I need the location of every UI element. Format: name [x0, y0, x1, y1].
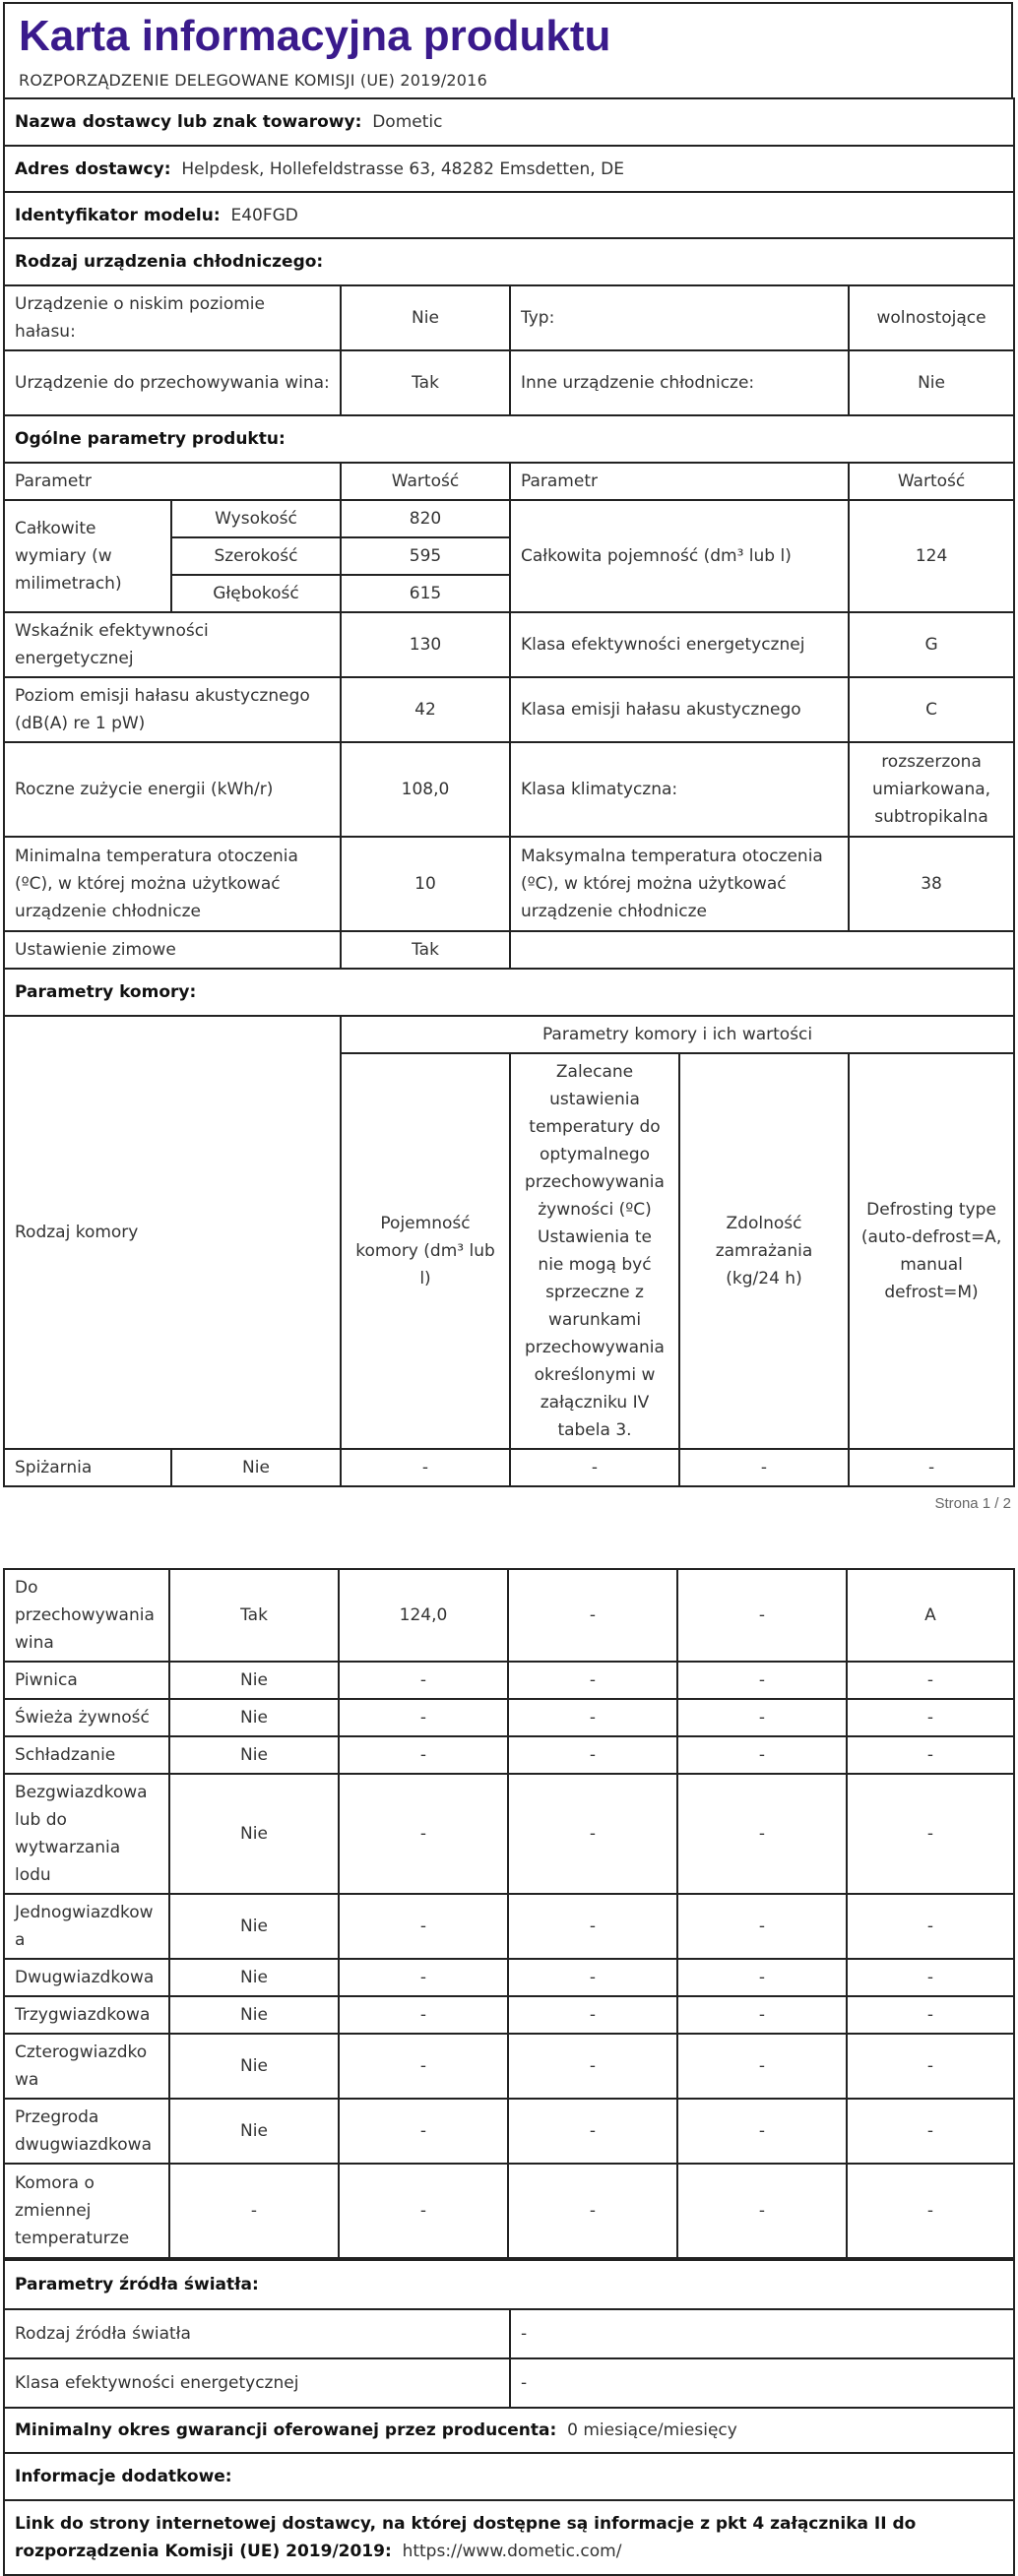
noise-row	[4, 677, 1014, 742]
compartment-temp: -	[508, 1569, 677, 1662]
compartment-row	[4, 1569, 1014, 1662]
compartment-temp: -	[508, 2034, 677, 2099]
supplier-name-row	[4, 98, 1014, 146]
noise-label: Poziom emisji hałasu akustycznego (dB(A) re 1 pW)	[4, 677, 341, 742]
volume-value: 124	[849, 500, 1014, 612]
light-class-value: -	[510, 2358, 1014, 2408]
compartment-row	[4, 1449, 1014, 1486]
compartment-defrost: -	[847, 1774, 1014, 1894]
width-value: 595	[341, 537, 510, 575]
compartment-defrost-header: Defrosting type (auto-defrost=A, manual defrost=M)	[849, 1053, 1014, 1449]
compartment-present: Nie	[169, 2099, 339, 2164]
light-source-value: -	[510, 2309, 1014, 2358]
compartment-params-header: Parametry komory i ich wartości	[341, 1016, 1014, 1053]
compartment-freeze: -	[677, 1736, 847, 1774]
compartment-present: Nie	[169, 1662, 339, 1699]
winter-row	[4, 931, 1014, 969]
value-header-right: Wartość	[849, 463, 1014, 500]
compartment-defrost: -	[847, 1699, 1014, 1736]
additional-info-title: Informacje dodatkowe:	[4, 2453, 1014, 2500]
wine-row	[4, 350, 1014, 415]
compartment-freeze-header: Zdolność zamrażania (kg/24 h)	[679, 1053, 849, 1449]
type-value: wolnostojące	[849, 285, 1014, 350]
compartment-name: Schładzanie	[4, 1736, 169, 1774]
ambient-temp-row	[4, 837, 1014, 931]
height-label: Wysokość	[171, 500, 341, 537]
product-sheet-page-1	[3, 2, 1013, 1527]
compartment-name: Świeża żywność	[4, 1699, 169, 1736]
annual-energy-row	[4, 742, 1014, 837]
warranty-row	[4, 2408, 1014, 2453]
max-temp-value: 38	[849, 837, 1014, 931]
compartment-name: Jednogwiazdkowa	[4, 1894, 169, 1959]
compartment-name: Dwugwiazdkowa	[4, 1959, 169, 1996]
compartment-volume-header: Pojemność komory (dm³ lub l)	[341, 1053, 510, 1449]
value-header: Wartość	[341, 463, 510, 500]
supplier-name-value: Dometic	[372, 112, 443, 132]
compartment-temp: -	[508, 1662, 677, 1699]
supplier-address-value: Helpdesk, Hollefeldstrasse 63, 48282 Emsdetten, DE	[181, 158, 624, 179]
light-class-row	[4, 2358, 1014, 2408]
light-source-row	[4, 2309, 1014, 2358]
noise-class-value: C	[849, 677, 1014, 742]
param-header-right: Parametr	[510, 463, 849, 500]
compartment-defrost: -	[847, 1959, 1014, 1996]
supplier-address-label: Adres dostawcy:	[15, 158, 171, 179]
compartment-name: Przegroda dwugwiazdkowa	[4, 2099, 169, 2164]
annual-energy-value: 108,0	[341, 742, 510, 837]
wine-label: Urządzenie do przechowywania wina:	[4, 350, 341, 415]
compartments-group-header-row	[4, 1016, 1014, 1053]
compartment-volume: -	[339, 1774, 508, 1894]
compartment-type-header: Rodzaj komory	[4, 1016, 341, 1449]
param-header: Parametr	[4, 463, 341, 500]
compartments-section-row	[4, 969, 1014, 1016]
compartment-temp: -	[508, 1736, 677, 1774]
compartment-freeze: -	[677, 2099, 847, 2164]
compartment-volume: -	[339, 2034, 508, 2099]
product-info-table	[3, 97, 1015, 1487]
general-section-title: Ogólne parametry produktu:	[4, 415, 1014, 463]
compartment-freeze: -	[677, 1569, 847, 1662]
light-source-label: Rodzaj źródła światła	[4, 2309, 510, 2358]
compartment-freeze: -	[677, 1894, 847, 1959]
supplier-name-label: Nazwa dostawcy lub znak towarowy:	[15, 112, 362, 132]
compartment-row	[4, 1699, 1014, 1736]
compartment-temp: -	[508, 1894, 677, 1959]
compartment-defrost: -	[847, 2099, 1014, 2164]
max-temp-label: Maksymalna temperatura otoczenia (ºC), w której można użytkować urządzenie chłodnicze	[510, 837, 849, 931]
appliance-type-section-title: Rodzaj urządzenia chłodniczego:	[4, 238, 1014, 285]
page-break	[3, 1487, 1013, 1527]
eei-value: 130	[341, 612, 510, 677]
compartment-name: Piwnica	[4, 1662, 169, 1699]
compartment-defrost: -	[847, 1662, 1014, 1699]
footer-table	[3, 2259, 1015, 2576]
height-row	[4, 500, 1014, 537]
compartment-freeze: -	[677, 1774, 847, 1894]
compartment-freeze: -	[677, 1996, 847, 2034]
compartment-volume: -	[339, 2164, 508, 2258]
depth-label: Głębokość	[171, 575, 341, 612]
compartment-present: Tak	[169, 1569, 339, 1662]
compartment-temp: -	[508, 1699, 677, 1736]
compartment-row	[4, 1959, 1014, 1996]
compartment-volume: -	[339, 1662, 508, 1699]
compartment-row	[4, 1736, 1014, 1774]
climate-class-label: Klasa klimatyczna:	[510, 742, 849, 837]
compartment-volume: -	[339, 2099, 508, 2164]
compartment-temp: -	[508, 2164, 677, 2258]
compartment-temp: -	[508, 1774, 677, 1894]
link-label: Link do strony internetowej dostawcy, na której dostępne są informacje z pkt 4 załącznika II do rozporządzenia Komisji (UE) 2019/2019:	[15, 2514, 917, 2561]
additional-info-row	[4, 2453, 1014, 2500]
climate-class-value: rozszerzona umiarkowana, subtropikalna	[849, 742, 1014, 837]
compartment-temp: -	[508, 1996, 677, 2034]
compartment-freeze: -	[677, 2164, 847, 2258]
compartment-row	[4, 2034, 1014, 2099]
energy-class-label: Klasa efektywności energetycznej	[510, 612, 849, 677]
min-temp-value: 10	[341, 837, 510, 931]
compartment-volume: -	[339, 1996, 508, 2034]
low-noise-label: Urządzenie o niskim poziomie hałasu:	[4, 285, 341, 350]
other-appliance-label: Inne urządzenie chłodnicze:	[510, 350, 849, 415]
compartment-volume: 124,0	[339, 1569, 508, 1662]
compartment-name: Do przechowywania wina	[4, 1569, 169, 1662]
compartment-temp: -	[510, 1449, 679, 1486]
compartment-name: Trzygwiazdkowa	[4, 1996, 169, 2034]
header	[3, 2, 1013, 97]
warranty-value: 0 miesiące/miesięcy	[567, 2420, 737, 2440]
compartment-volume: -	[339, 1894, 508, 1959]
compartment-name: Czterogwiazdkowa	[4, 2034, 169, 2099]
compartment-volume: -	[339, 1736, 508, 1774]
compartment-volume: -	[339, 1699, 508, 1736]
compartment-present: -	[169, 2164, 339, 2258]
min-temp-label: Minimalna temperatura otoczenia (ºC), w której można użytkować urządzenie chłodnicze	[4, 837, 341, 931]
page-title: Karta informacyjna produktu	[19, 12, 611, 60]
page-number: Strona 1 / 2	[934, 1495, 1011, 1512]
compartment-temp: -	[508, 1959, 677, 1996]
noise-class-label: Klasa emisji hałasu akustycznego	[510, 677, 849, 742]
compartment-temp: -	[508, 2099, 677, 2164]
compartment-defrost: -	[847, 1996, 1014, 2034]
energy-class-value: G	[849, 612, 1014, 677]
compartment-freeze: -	[677, 1699, 847, 1736]
compartment-defrost: -	[847, 1736, 1014, 1774]
low-noise-row	[4, 285, 1014, 350]
annual-energy-label: Roczne zużycie energii (kWh/r)	[4, 742, 341, 837]
compartment-freeze: -	[677, 1662, 847, 1699]
compartments-section-title: Parametry komory:	[4, 969, 1014, 1016]
model-row	[4, 192, 1014, 238]
winter-empty	[510, 931, 1014, 969]
warranty-label: Minimalny okres gwarancji oferowanej przez producenta:	[15, 2420, 557, 2440]
compartment-freeze: -	[677, 2034, 847, 2099]
compartment-present: Nie	[169, 1996, 339, 2034]
compartment-present: Nie	[169, 2034, 339, 2099]
compartment-freeze: -	[677, 1959, 847, 1996]
winter-label: Ustawienie zimowe	[4, 931, 341, 969]
compartment-row	[4, 1662, 1014, 1699]
product-sheet-page-2	[3, 1568, 1013, 2576]
compartment-volume: -	[341, 1449, 510, 1486]
compartment-name: Komora o zmiennej temperaturze	[4, 2164, 169, 2258]
compartment-defrost: -	[847, 2164, 1014, 2258]
regulation-subtitle: ROZPORZĄDZENIE DELEGOWANE KOMISJI (UE) 2019/2016	[19, 71, 487, 90]
compartment-row	[4, 2099, 1014, 2164]
low-noise-value: Nie	[341, 285, 510, 350]
dimensions-label: Całkowite wymiary (w milimetrach)	[4, 500, 171, 612]
light-section-row	[4, 2260, 1014, 2309]
compartment-temp-header: Zalecane ustawienia temperatury do optymalnego przechowywania żywności (ºC) Ustawienia te nie mogą być sprzeczne z warunkami przechowywania określonymi w załączniku IV tabela 3.	[510, 1053, 679, 1449]
height-value: 820	[341, 500, 510, 537]
compartment-volume: -	[339, 1959, 508, 1996]
compartment-name: Bezgwiazdkowa lub do wytwarzania lodu	[4, 1774, 169, 1894]
general-header-row	[4, 463, 1014, 500]
wine-value: Tak	[341, 350, 510, 415]
appliance-type-section-row	[4, 238, 1014, 285]
compartment-present: Nie	[169, 1736, 339, 1774]
light-section-title: Parametry źródła światła:	[4, 2260, 1014, 2309]
compartment-row	[4, 1774, 1014, 1894]
compartment-defrost: -	[849, 1449, 1014, 1486]
volume-label: Całkowita pojemność (dm³ lub l)	[510, 500, 849, 612]
light-class-label: Klasa efektywności energetycznej	[4, 2358, 510, 2408]
model-value: E40FGD	[230, 205, 298, 225]
compartments-table-continued	[3, 1568, 1015, 2259]
supplier-website-link[interactable]: https://www.dometic.com/	[402, 2542, 622, 2561]
compartment-present: Nie	[171, 1449, 341, 1486]
other-appliance-value: Nie	[849, 350, 1014, 415]
compartment-row	[4, 1996, 1014, 2034]
depth-value: 615	[341, 575, 510, 612]
eei-label: Wskaźnik efektywności energetycznej	[4, 612, 341, 677]
compartment-row	[4, 2164, 1014, 2258]
compartment-freeze: -	[679, 1449, 849, 1486]
link-row	[4, 2500, 1014, 2575]
type-label: Typ:	[510, 285, 849, 350]
eei-row	[4, 612, 1014, 677]
supplier-address-row	[4, 146, 1014, 192]
general-section-row	[4, 415, 1014, 463]
compartment-defrost: A	[847, 1569, 1014, 1662]
compartment-defrost: -	[847, 1894, 1014, 1959]
compartment-row	[4, 1894, 1014, 1959]
noise-value: 42	[341, 677, 510, 742]
compartment-defrost: -	[847, 2034, 1014, 2099]
compartment-present: Nie	[169, 1894, 339, 1959]
width-label: Szerokość	[171, 537, 341, 575]
compartment-present: Nie	[169, 1699, 339, 1736]
compartment-present: Nie	[169, 1774, 339, 1894]
compartment-present: Nie	[169, 1959, 339, 1996]
winter-value: Tak	[341, 931, 510, 969]
model-label: Identyfikator modelu:	[15, 205, 221, 225]
compartment-name: Spiżarnia	[4, 1449, 171, 1486]
